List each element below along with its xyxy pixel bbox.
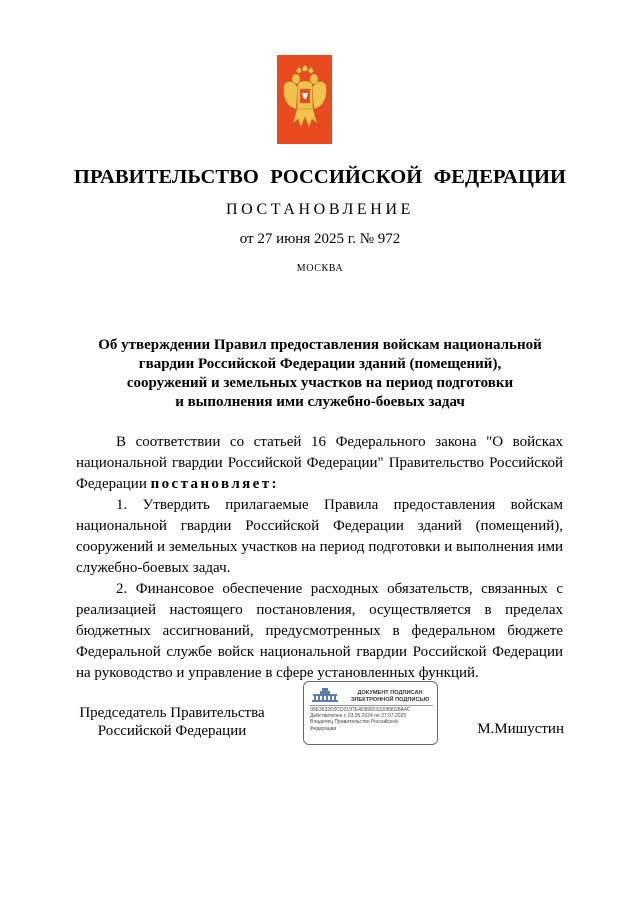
- stamp-divider: [309, 705, 433, 706]
- stamp-title-line: ДОКУМЕНТ ПОДПИСАН: [357, 690, 423, 696]
- preamble-text: В соответствии со статьей 16 Федерального закона "О войсках национальной гвардии Российской Федерации" Правительство Российской Федерации: [76, 434, 563, 492]
- stamp-title: [345, 690, 435, 703]
- document-subject: [80, 336, 560, 412]
- signatory-name: М.Мишустин: [477, 721, 564, 737]
- electronic-signature-stamp: [303, 681, 438, 745]
- subject-line: и выполнения ими служебно-боевых задач: [175, 394, 465, 410]
- stamp-validity: Действителен с 03.05.2024 по 27.07.2025: [310, 713, 407, 720]
- position-line: Российской Федерации: [97, 723, 247, 739]
- document-date-number: от 27 июня 2025 г. № 972: [239, 231, 401, 247]
- subject-line: Об утверждении Правил предоставления войскам национальной: [98, 337, 542, 353]
- position-line: Председатель Правительства: [79, 705, 265, 721]
- item-1-paragraph: 1. Утвердить прилагаемые Правила предоставления войскам национальной гвардии Российской Федерации зданий (помещений), сооружений и земельных участков на период подготовки и выполнения ими служебно-боевых задач.: [76, 497, 563, 576]
- document-city: МОСКВА: [296, 263, 344, 274]
- item-2-paragraph: 2. Финансовое обеспечение расходных обязательств, связанных с реализацией настоящего постановления, осуществляется в пределах бюджетных ассигнований, предусмотренных в федеральном бюджете Федеральной службе войск национальной гвардии Российской Федерации на руководство и управление в сфере установленных функций.: [76, 581, 563, 681]
- government-title: ПРАВИТЕЛЬСТВО РОССИЙСКОЙ ФЕДЕРАЦИИ: [73, 166, 567, 188]
- stamp-owner: Владелец Правительство Российской: [310, 719, 398, 726]
- subject-line: сооружений и земельных участков на период подготовки: [126, 375, 514, 391]
- coat-of-arms-emblem: [277, 55, 332, 144]
- decree-word: постановляет:: [150, 476, 279, 492]
- stamp-owner: Федерации: [310, 725, 337, 732]
- stamp-certificate: 00E3632D0CD2197E4D8992103089028A4C: [310, 707, 411, 713]
- subject-line: гвардии Российской Федерации зданий (помещений),: [138, 356, 502, 372]
- stamp-details: [310, 707, 435, 732]
- document-body: [76, 432, 563, 684]
- preamble-paragraph: [76, 432, 563, 495]
- stamp-title-line: ЭЛЕКТРОННОЙ ПОДПИСЬЮ: [350, 696, 430, 703]
- double-headed-eagle-icon: [282, 65, 328, 135]
- government-building-icon: [311, 688, 339, 702]
- document-type: ПОСТАНОВЛЕНИЕ: [226, 201, 414, 218]
- signatory-position: [76, 704, 268, 740]
